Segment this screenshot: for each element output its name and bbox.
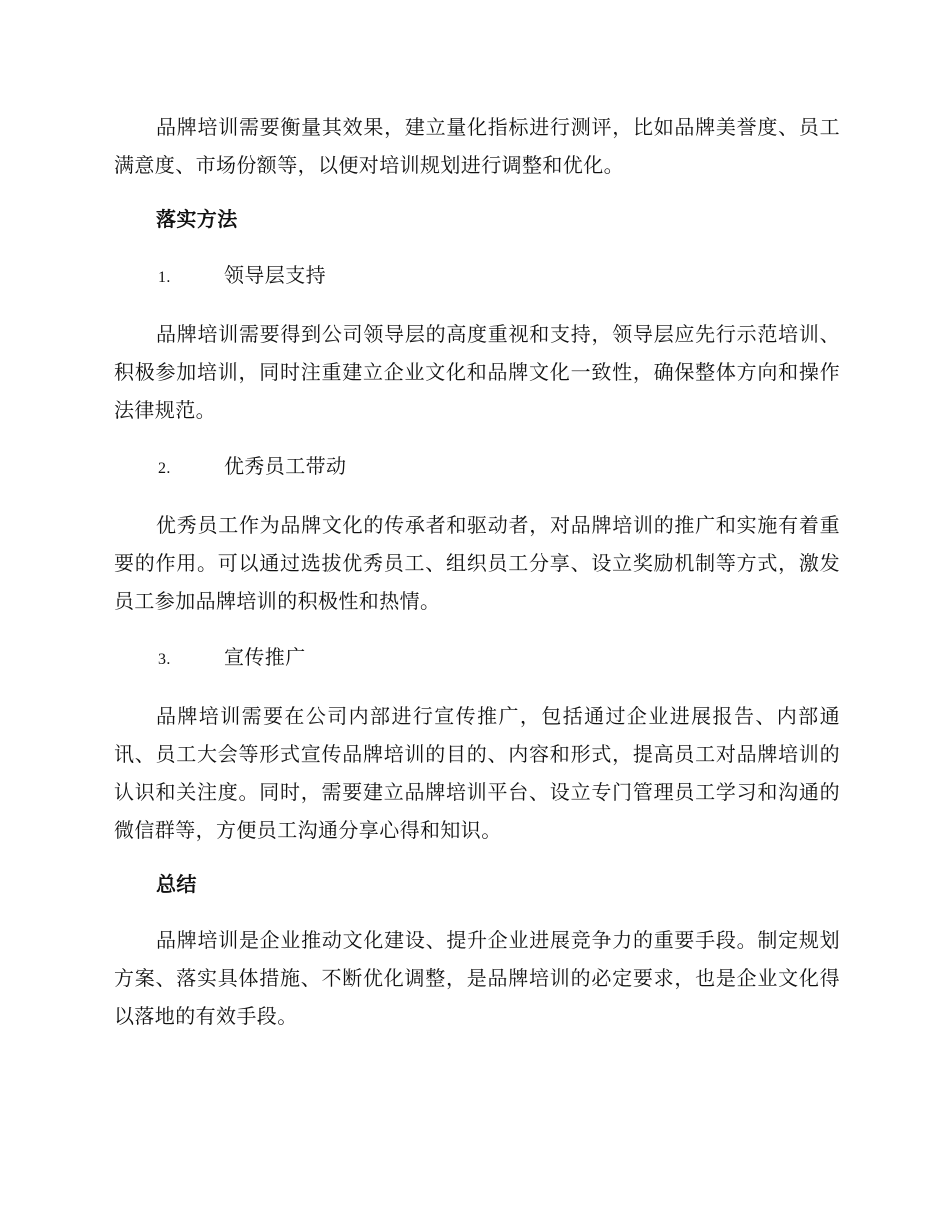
summary-paragraph: 品牌培训是企业推动文化建设、提升企业进展竞争力的重要手段。制定规划方案、落实具体措施、不断优化调整，是品牌培训的必定要求，也是企业文化得以落地的有效手段。 <box>114 928 840 1028</box>
list-item-leadership <box>114 256 840 297</box>
list-item-title: 宣传推广 <box>224 645 306 669</box>
list-item-promotion <box>114 638 840 679</box>
promotion-paragraph: 品牌培训需要在公司内部进行宣传推广，包括通过企业进展报告、内部通讯、员工大会等形式宣传品牌培训的目的、内容和形式，提高员工对品牌培训的认识和关注度。同时，需要建立品牌培训平台、设立专门管理员工学习和沟通的微信群等，方便员工沟通分享心得和知识。 <box>114 704 840 842</box>
section-heading-implementation: 落实方法 <box>156 207 238 231</box>
list-item-title: 优秀员工带动 <box>224 454 347 478</box>
leadership-paragraph: 品牌培训需要得到公司领导层的高度重视和支持，领导层应先行示范培训、积极参加培训，同时注重建立企业文化和品牌文化一致性，确保整体方向和操作法律规范。 <box>114 322 840 422</box>
list-item-employees <box>114 447 840 488</box>
list-number: 3. <box>158 651 171 668</box>
list-item-title: 领导层支持 <box>224 263 326 287</box>
section-heading-summary: 总结 <box>156 872 197 896</box>
list-number: 1. <box>158 269 171 286</box>
intro-paragraph: 品牌培训需要衡量其效果，建立量化指标进行测评，比如品牌美誉度、员工满意度、市场份额等，以便对培训规划进行调整和优化。 <box>114 115 840 177</box>
list-number: 2. <box>158 460 171 477</box>
employees-paragraph: 优秀员工作为品牌文化的传承者和驱动者，对品牌培训的推广和实施有着重要的作用。可以通过选拔优秀员工、组织员工分享、设立奖励机制等方式，激发员工参加品牌培训的积极性和热情。 <box>114 513 840 613</box>
